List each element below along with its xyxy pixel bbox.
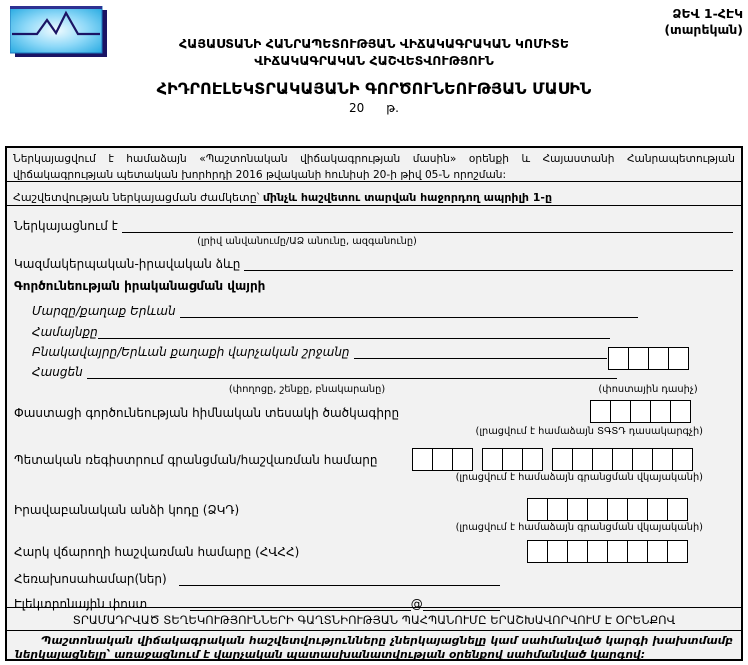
code-box-cell[interactable]: [412, 448, 433, 471]
settlement-input-line[interactable]: [354, 344, 607, 359]
phone-label: Հեռախոսահամար(ներ): [14, 572, 167, 586]
code-box-cell[interactable]: [610, 400, 631, 423]
tin-boxes: [527, 540, 688, 563]
presenter-row: [14, 218, 733, 233]
report-kind-line: ՎԻՃԱԿԱԳՐԱԿԱՆ ՀԱՇՎԵՏՎՈՒԹՅՈՒՆ: [254, 53, 494, 68]
code-box-cell[interactable]: [527, 498, 548, 521]
address-input-line[interactable]: [87, 364, 617, 379]
form-code: ՁԵՎ 1-ՀԷԿ: [672, 6, 743, 21]
register-number-boxes: [412, 448, 693, 471]
address-row: [32, 364, 617, 379]
code-box-cell[interactable]: [590, 400, 611, 423]
code-box-cell[interactable]: [552, 448, 573, 471]
code-box-cell[interactable]: [670, 400, 691, 423]
code-box-cell[interactable]: [587, 540, 608, 563]
code-box-cell[interactable]: [672, 448, 693, 471]
code-box-cell[interactable]: [572, 448, 593, 471]
confidentiality-notice: ՏՐԱՄԱԴՐՎԱԾ ՏԵՂԵԿՈՒԹՅՈՒՆՆԵՐԻ ԳԱՂՏՆԻՈՒԹՅԱՆ ՊԱՀՊԱՆՈՒՄԸ ԵՐԱՇԽԱՎՈՐՎՈՒՄ Է ՕՐԵՆՔՈՎ: [7, 607, 741, 631]
tin-label: Հարկ վճարողի հաշվառման համարը (ՀՎՀՀ): [14, 545, 300, 559]
deadline-label: Հաշվետվության ներկայացման ժամկետը՝: [13, 191, 260, 204]
code-box-cell[interactable]: [482, 448, 503, 471]
liability-warning: Պաշտոնական վիճակագրական հաշվետվությունները չներկայացնելը կամ սահմանված կարգի խախտմամբ ներկայացնելը՝ առաջացնում է վարչական պատասխանատվության օրենքով սահմանված կարգով:: [7, 630, 741, 659]
code-box-cell[interactable]: [648, 347, 669, 370]
code-box-cell[interactable]: [667, 540, 688, 563]
presenter-input-line[interactable]: [122, 218, 733, 233]
code-box-cell[interactable]: [607, 498, 628, 521]
code-box-cell[interactable]: [527, 540, 548, 563]
address-label: Հասցեն: [32, 365, 83, 379]
year-prefix: 20: [349, 101, 365, 115]
code-box-cell[interactable]: [608, 347, 629, 370]
marz-label: Մարզը/քաղաք Երևան: [32, 304, 176, 318]
activity-hint: (լրացվում է համաձայն ՏԳՏԴ դասակարգչի): [475, 426, 703, 437]
code-box-group: [527, 498, 688, 521]
code-box-group: [527, 540, 688, 563]
email-at-sign: @: [410, 597, 423, 611]
code-box-cell[interactable]: [650, 400, 671, 423]
code-box-cell[interactable]: [547, 540, 568, 563]
deadline-value: մինչև հաշվետու տարվան հաջորդող ապրիլի 1-ը: [262, 191, 553, 204]
postal-hint: (փոստային դասիչ): [598, 384, 698, 395]
community-row: [32, 324, 610, 339]
phone-row: [14, 571, 500, 586]
location-heading: Գործունեության իրականացման վայրի: [14, 279, 266, 293]
code-box-cell[interactable]: [612, 448, 633, 471]
address-hint: (փողոցը, շենքը, բնակարանը): [228, 384, 386, 395]
activity-code-label: Փաստացի գործունեության հիմնական տեսակի ծածկագիրը: [14, 406, 400, 420]
code-box-cell[interactable]: [627, 498, 648, 521]
code-box-cell[interactable]: [587, 498, 608, 521]
code-box-group: [412, 448, 473, 471]
code-box-cell[interactable]: [547, 498, 568, 521]
code-box-cell[interactable]: [452, 448, 473, 471]
phone-input-line[interactable]: [179, 571, 500, 586]
code-box-cell[interactable]: [632, 448, 653, 471]
code-box-cell[interactable]: [592, 448, 613, 471]
code-box-cell[interactable]: [567, 540, 588, 563]
code-box-cell[interactable]: [647, 498, 668, 521]
settlement-row: [32, 344, 607, 359]
code-box-group: [552, 448, 693, 471]
register-number-label: Պետական ռեգիստրում գրանցման/հաշվառման համարը: [14, 453, 378, 467]
code-box-cell[interactable]: [667, 498, 688, 521]
form-code-block: [664, 6, 743, 38]
code-box-cell[interactable]: [522, 448, 543, 471]
code-box-cell[interactable]: [652, 448, 673, 471]
org-name-line: ՀԱՅԱՍՏԱՆԻ ՀԱՆՐԱՊԵՏՈՒԹՅԱՆ ՎԻՃԱԿԱԳՐԱԿԱՆ ԿՈՄԻՏԵ: [179, 36, 569, 51]
settlement-label: Բնակավայրը/Երևան քաղաքի վարչական շրջանը: [32, 345, 350, 359]
form-title: ՀԻԴՐՈԷԼԵԿՏՐԱԿԱՅԱՆԻ ԳՈՐԾՈՒՆԵՈՒԹՅԱՆ ՄԱՍԻՆ: [156, 79, 592, 98]
code-box-cell[interactable]: [627, 540, 648, 563]
code-box-cell[interactable]: [607, 540, 628, 563]
presenter-hint: (լրիվ անվանումը/ԱՁ անունը, ազգանունը): [197, 236, 417, 247]
year-suffix: թ.: [386, 101, 399, 115]
code-box-cell[interactable]: [630, 400, 651, 423]
code-box-group: [482, 448, 543, 471]
entity-code-boxes: [527, 498, 688, 521]
code-box-cell[interactable]: [502, 448, 523, 471]
code-box-group: [608, 347, 689, 370]
community-label: Համայնքը: [32, 325, 98, 339]
postal-code-boxes: [608, 347, 689, 370]
code-box-cell[interactable]: [432, 448, 453, 471]
legal-form-row: [14, 256, 733, 271]
entity-code-label: Իրավաբանական անձի կոդը (ՁԿԴ): [14, 503, 240, 517]
code-box-cell[interactable]: [628, 347, 649, 370]
code-box-cell[interactable]: [647, 540, 668, 563]
legal-form-input-line[interactable]: [244, 256, 733, 271]
community-input-line[interactable]: [98, 324, 610, 339]
code-box-cell[interactable]: [567, 498, 588, 521]
form-periodicity: (տարեկան): [664, 22, 743, 37]
register-hint: (լրացվում է համաձայն գրանցման վկայականի): [455, 472, 703, 483]
year-line: [0, 101, 748, 115]
presenter-label: Ներկայացնում է: [14, 219, 118, 233]
marz-row: [32, 303, 638, 318]
code-box-group: [590, 400, 691, 423]
legal-basis-text: Ներկայացվում է համաձայն «Պաշտոնական վիճակագրության մասին» օրենքի և Հայաստանի Հանրապետության վիճակագրության պետական խորհրդի 2016 թվականի հունիսի 20-ի թիվ 05-Ն որոշման:: [7, 148, 741, 182]
email-label: Էլեկտրոնային փոստ: [14, 597, 148, 611]
entity-code-hint: (լրացվում է համաձայն գրանցման վկայականի): [455, 522, 703, 533]
marz-input-line[interactable]: [180, 303, 638, 318]
form-body-frame: [5, 146, 743, 661]
deadline-row: [7, 187, 741, 206]
legal-form-label: Կազմակերպական-իրավական ձևը: [14, 257, 241, 271]
activity-code-boxes: [590, 400, 691, 423]
code-box-cell[interactable]: [668, 347, 689, 370]
